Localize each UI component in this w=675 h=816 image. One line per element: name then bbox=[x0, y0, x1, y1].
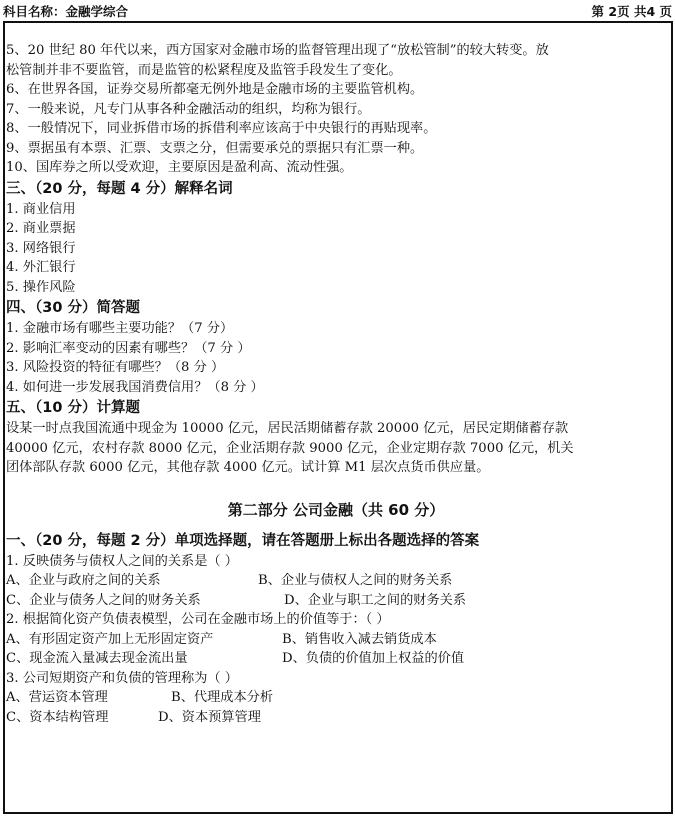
subject-name: 科目名称：金融学综合 bbox=[3, 4, 129, 19]
question-1 bbox=[6, 552, 666, 611]
question-2 bbox=[6, 610, 666, 669]
tf-line: 10、国库券之所以受欢迎，主要原因是盈利高、流动性强。 bbox=[6, 160, 353, 175]
option-c: C、现金流入量减去现金流出量 bbox=[6, 651, 188, 666]
list-item: 5. 操作风险 bbox=[6, 279, 76, 295]
option-a: A、营运资本管理 bbox=[6, 690, 108, 705]
part-2-heading: 一、（20 分，每题 2 分）单项选择题，请在答题册上标出各题选择的答案 bbox=[6, 532, 480, 549]
section-5-text bbox=[6, 419, 666, 478]
list-item: 3. 网络银行 bbox=[6, 240, 76, 256]
tf-line: 松管制并非不要监管，而是监管的松紧程度及监管手段发生了变化。 bbox=[6, 62, 402, 78]
exam-body bbox=[6, 41, 666, 727]
calc-line: 设某一时点我国流通中现金为 10000 亿元，居民活期储蓄存款 20000 亿元，居民定期储蓄存款 bbox=[6, 421, 569, 436]
question-stem: 2. 根据简化资产负债表模型，公司在金融市场上的价值等于：（ ） bbox=[6, 612, 390, 627]
section-3-list bbox=[6, 200, 666, 298]
section-5-heading: 五、（10 分）计算题 bbox=[6, 400, 140, 416]
list-item: 1. 商业信用 bbox=[6, 201, 76, 217]
list-item: 1. 金融市场有哪些主要功能？（7 分） bbox=[6, 321, 234, 336]
section-4-heading: 四、（30 分）简答题 bbox=[6, 300, 140, 316]
option-b: B、企业与债权人之间的财务关系 bbox=[258, 573, 453, 588]
tf-line: 6、在世界各国，证券交易所都毫无例外地是金融市场的主要监管机构。 bbox=[6, 82, 424, 97]
option-d: D、资本预算管理 bbox=[158, 709, 261, 725]
option-row bbox=[6, 708, 666, 728]
option-row bbox=[6, 649, 666, 669]
tf-line: 9、票据虽有本票、汇票、支票之分，但需要承兑的票据只有汇票一种。 bbox=[6, 140, 424, 156]
list-item: 4. 如何进一步发展我国消费信用？（8 分 ） bbox=[6, 379, 264, 395]
section-4-list bbox=[6, 319, 666, 397]
option-b: B、代理成本分析 bbox=[171, 690, 274, 705]
question-stem: 3. 公司短期资产和负债的管理称为（ ） bbox=[6, 670, 238, 686]
section-3-heading: 三、（20 分，每题 4 分）解释名词 bbox=[6, 180, 233, 197]
option-row bbox=[6, 571, 666, 591]
true-false-items bbox=[6, 41, 666, 178]
option-b: B、销售收入减去销货成本 bbox=[282, 631, 437, 647]
option-c: C、企业与债务人之间的财务关系 bbox=[6, 592, 201, 608]
list-item: 4. 外汇银行 bbox=[6, 260, 76, 275]
option-a: A、企业与政府之间的关系 bbox=[6, 573, 161, 588]
option-row bbox=[6, 630, 666, 650]
option-d: D、企业与职工之间的财务关系 bbox=[284, 592, 467, 608]
tf-line: 5、20 世纪 80 年代以来，西方国家对金融市场的监督管理出现了“放松管制”的较大转变。放 bbox=[6, 43, 549, 58]
part-2-title: 第二部分 公司金融（共 60 分） bbox=[227, 500, 445, 519]
question-stem: 1. 反映债务与债权人之间的关系是（ ） bbox=[6, 553, 238, 569]
list-item: 2. 商业票据 bbox=[6, 221, 76, 236]
calc-line: 团体部队存款 6000 亿元，其他存款 4000 亿元。试计算 M1 层次点货币供应量。 bbox=[6, 460, 490, 475]
calc-line: 40000 亿元，农村存款 8000 亿元，企业活期存款 9000 亿元，企业定期存款 7000 亿元，机关 bbox=[6, 440, 574, 456]
tf-line: 8、一般情况下，同业拆借市场的拆借利率应该高于中央银行的再贴现率。 bbox=[6, 121, 437, 136]
page-number: 第 2页 共4 页 bbox=[591, 4, 672, 19]
page-header bbox=[3, 2, 672, 20]
option-row bbox=[6, 591, 666, 611]
list-item: 2. 影响汇率变动的因素有哪些？（7 分 ） bbox=[6, 340, 251, 356]
option-a: A、有形固定资产加上无形固定资产 bbox=[6, 631, 214, 647]
option-c: C、资本结构管理 bbox=[6, 709, 109, 725]
tf-line: 7、一般来说，凡专门从事各种金融活动的组织，均称为银行。 bbox=[6, 101, 371, 117]
option-row bbox=[6, 688, 666, 708]
question-3 bbox=[6, 669, 666, 728]
list-item: 3. 风险投资的特征有哪些？（8 分 ） bbox=[6, 360, 225, 375]
option-d: D、负债的价值加上权益的价值 bbox=[282, 651, 465, 666]
